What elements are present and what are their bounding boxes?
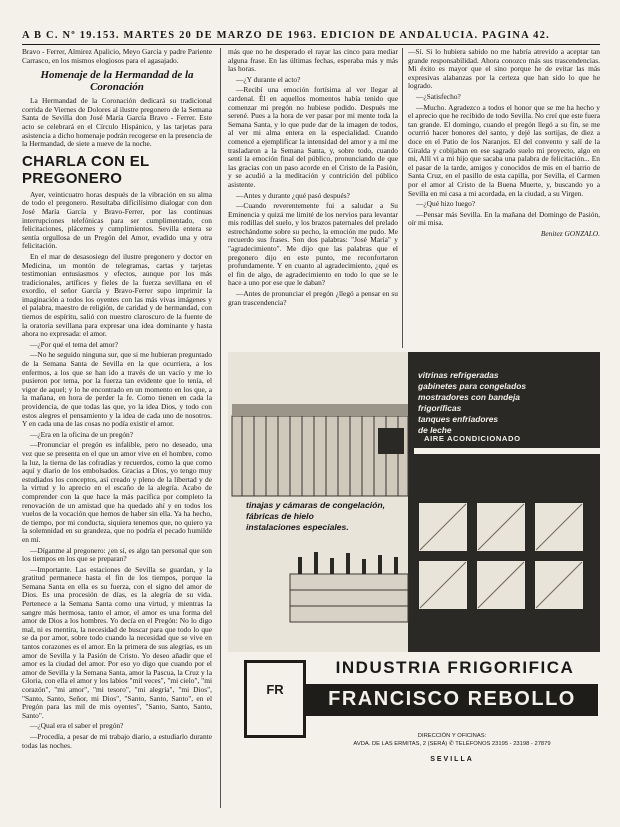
column-2 (228, 48, 398, 358)
page-header: A B C. Nº 19.153. MARTES 20 DE MARZO DE 1963. EDICION DE ANDALUCIA. PAGINA 42. (22, 30, 550, 41)
advertisement-frigorifica (228, 352, 600, 810)
question: —¿Por qué el tema del amor? (30, 339, 119, 349)
subheading-homenaje: Homenaje de la Hermandad de la Coronación (40, 69, 194, 94)
ad-logo (244, 660, 306, 738)
ad-copy-line: de leche (418, 425, 452, 435)
ad-copy-line: tinajas y cámaras de congelación, (246, 500, 385, 510)
answer: —Cuando reverentemente fui a saludar a Su Eminencia y quizá me limité de los nervios para levantar mis rodillas del suelo, y los brazos paternales del prelado estrechándome sobre su pecho, la emoción me pudo. Me recuerdo sus frases. Son dos palabras: "José María" y "agradecimiento". Me dijo que las palabras que el pregonero dijo en este punto, me reconfortaron profundamente. Y en cuanto al agradecimiento, ¿qué es el fin de algo, de agradecimiento en todo lo que se le hace a uno por ese que le daban? (228, 201, 398, 288)
column-divider-2 (402, 48, 403, 348)
column-divider-1 (220, 48, 221, 808)
ad-copy-line: fábricas de hielo (246, 511, 314, 521)
header-rule (22, 44, 600, 45)
ad-photo (228, 352, 600, 652)
ad-copy-services (246, 500, 406, 533)
question: —¿Y durante el acto? (236, 74, 301, 84)
paragraph: —Sí. Si lo hubiera sabido no me habría atrevido a aceptar tan grande responsabilidad. Ahora conozco más sus trascendencias. Mi éxito es mayor que el sino porque he de evitar las más expresivas alabanzas por la certeza que han sido lo que he logrado. (408, 48, 600, 91)
ad-logo-text: FR (266, 682, 284, 697)
ad-copy-line: frigoríficas (418, 403, 462, 413)
headline-charla: CHARLA CON EL PREGONERO (22, 152, 150, 187)
paragraph: más que no he desperado el rayar las cinco para mediar alguna frase. En las últimas fechas, esperaba más y más las horas. (228, 48, 398, 74)
ad-copy-line: gabinetes para congelados (418, 381, 526, 391)
answer: —Mucho. Agradezco a todos el honor que se me ha hecho y el aprecio que he recibido de todo Sevilla. No creí que este fuera tan grande. El domingo, cuando el pregón llegó a su fin, se me ocurrió hacer honores del santo, y dejé las sortijas, de diez a doce en el Patio de los Naranjos. El del convento y salí de la Giralda y cobijaban en ese sagrado suelo mi proyecto, algo en mi, Allí vi a mi hijo que sacaba una palabra de felicitación... En el pasar de la tarde, amigos y conocidos de mis en el barrio de Santa Cruz, en el pasillo de esta capilla, por Sevilla, el Carmen por el amor al Cristo de la Buena Muerte, y, buscando yo a Sevilla en mi casa a mi acordada, en la ciudad, a su Virgen. (408, 102, 600, 198)
ad-contact-line: DIRECCIÓN Y OFICINAS: (417, 733, 487, 739)
column-1 (22, 48, 212, 818)
question: —¿Qual era el saber el pregón? (30, 721, 124, 731)
answer: —Procedía, a pesar de mi trabajo diario, a estudiarlo durante todas las noches. (22, 731, 212, 750)
ad-aire-acondicionado: AIRE ACONDICIONADO (424, 434, 521, 443)
ad-city: SEVILLA (430, 756, 474, 763)
question: —Antes y durante ¿qué pasó después? (236, 190, 350, 200)
answer: —Importante. Las estaciones de Sevilla se guardan, y la gratitud permanece hasta el fin de los tiempos, porque la Semana Santa en ella es su fuerza, con el signo del amor de Dios. Es una procesión de días, es la alegría de su vida. Pertenece a la Semana Santa como una virtud, y mientras la sangre más hermosa, tanto el amor, el amor es una forma del amor de Dios a los hombres. Yo decía en el Pregón: No lo digo mal, ni es mentira, la necesidad de buscar para que todo lo que se da por amor, sobre todo cuando la necesidad que se vive en tantos corazones es el amor. En la primera de sus alegrías, es un amor de Sevilla y la Pasión de Cristo. Yo deseo añadir que el amor es la ciudad del amor. Por eso yo digo que cuando por el amor de Sevilla y la Semana Santa, amor la Pascua, la Cruz y la Gloria, con ella el amor y los labios "mil veces", "mi cielo", "mi corazón", "mi amor", "mi tesoro", "mi alegría", "mi Dios", "Santo, Santo, Señor, mi Dios", "Santo, Santo, Santo", en el Pregón para las mil de mis oyentes", "Santo, Santo, Santo, Santo". (22, 564, 212, 720)
paragraph: En el mar de desasosiego del ilustre pregonero y doctor en Medicina, un montón de telegramas, cartas y tarjetas testimonian entusiasmos y efectos, aunque por los más tradicionales, artífices y fieles de la fuerza sevillana en el exordio, el señor García y Bravo-Ferrer supo imprimir la imaginación a todos los oyentes con las más vivas imágenes y el palabra, maestro de religión, de caridad y de hermandad, con tiernos de espíritu, salió con nuestro claroscuro de la fuente de la oratoria sevillana para expresar una idea dominante y hasta ahora no expresada: el amor. (22, 251, 212, 339)
ad-brand-title: INDUSTRIA FRIGORIFICA (335, 658, 575, 677)
question: —¿Satisfecho? (416, 91, 461, 101)
ad-contact-line: AVDA. DE LAS ERMITAS, 2 (SERÁ) ✆ TELÉFONOS 23195 - 23198 - 27879 (353, 741, 551, 747)
ad-copy-line: mostradores con bandeja (418, 392, 520, 402)
signature: Benitez GONZALO. (540, 228, 600, 238)
answer: —No he seguido ninguna sur, que si me hubieran preguntado de la Semana Santa de Sevilla en la que ocurriera, a los enfermos, a los que se han ido a través de un vacío y me lo pusieron por tema, por la fuerza tan evidente que lo tenía, el vigor de aquel; y lo he encontrado en un momento en los que, a la mañana, en hora de perder la fe. Como tienen en cada la providencia, de que todas las que, yo la idea Dios, y todo con estos alegres el pensamiento y la idea de cada uno de nosotros. Y en cada una de las cosas no podía existir el amor. (22, 350, 212, 429)
column-3 (408, 48, 600, 360)
paragraph: Ayer, veinticuatro horas después de la vibración en su alma de todo el pregonero. Resultaba difícilísimo dialogar con don José María García y Bravo-Ferrer, por las continuas interrupciones telefónicas para ser cumplimentado, con felicitaciones, plácemes y cumplimientos. Sevilla entera se sentía orgullosa de un Pregón del Amor, evadido una y otra felicitación. (22, 189, 212, 251)
answer: —Pronunciar el pregón es infalible, pero no deseado, una vez que se presenta en el que un amor vive en el hombre, como la luz, la tierna de las cofradías y recuerdos, como la que como aquí y diario de los embolsados. Gracias a Dios, yo tengo muy estudiados los conceptos, así creado y pleno de la libertad y de la virtud y lo aprecio en el escaño de la alegría. Acabo de comprender con la que hace la más pacífica por completo la renovación de un amistad que ha quedado ahí y en todos los vuelos de la vocación que hemos de haber sin ella. Ya ha hecho, de tiempo, por mi conducta, siquiera tenemos que, no quiero ya la solemnidad en su grandeza, que no podría el pecado humilde en mí. (22, 440, 212, 544)
answer: —Recibí una emoción fortísima al ver llegar al cardenal. Él en aquellos momentos había tenido que comenzar mi pregón no hubiese podido. Después me serené. Pues a la hora de ver pasar por mi mente toda la Semana Santa, y lo que pude dar de la imagen de todos, al ver mi alma entera en la especialidad. Cuando comencé a ejemplificar la intensidad del amor y a mí me trasladaron a la Semana Santa, y, sobre todo, cuando sentí la emoción final del público, pronunciando de que las gracias con un paso acorde en el Cristo de la Pasión, y se acudió a la meditación y contrición del público asistente. (228, 85, 398, 189)
ad-copy-line: vitrinas refrigeradas (418, 370, 499, 380)
ad-brand-name: FRANCISCO REBOLLO (328, 688, 576, 710)
ad-copy-line: tanques enfriadores (418, 414, 499, 424)
answer: —Pensar más Sevilla. En la mañana del Domingo de Pasión, oír mi misa. (408, 209, 600, 228)
question: —¿Era en la oficina de un pregón? (30, 429, 134, 439)
question: —Díganme al pregonero: ¿en sí, es algo tan personal que son los tiempos en los que se preparan? (22, 545, 212, 564)
question: —Antes de pronunciar el pregón ¿llegó a pensar en su gran trascendencia? (228, 289, 398, 307)
question: —¿Qué hizo luego? (416, 199, 476, 209)
ad-copy-products (418, 370, 593, 436)
paragraph: La Hermandad de la Coronación dedicará su tradicional corrida de Viernes de Dolores al ilustre pregonero de la Semana Santa de Sevilla don José María García Bravo - Ferrer. Este acto se celebrará en el Círculo Hispánico, y las tarjetas para asistencia a dicho homenaje podrán recogerse en la presencia de la Hermandad, de siete a nueve de la noche. (22, 96, 212, 149)
paragraph-intro: Bravo - Ferrer, Almirez Apalicio, Meyo García y padre Pariente Carrasco, en los mismos elogiosos para el agasajado. (22, 48, 212, 65)
ad-copy-line: instalaciones especiales. (246, 522, 349, 532)
ad-contact (306, 732, 598, 748)
